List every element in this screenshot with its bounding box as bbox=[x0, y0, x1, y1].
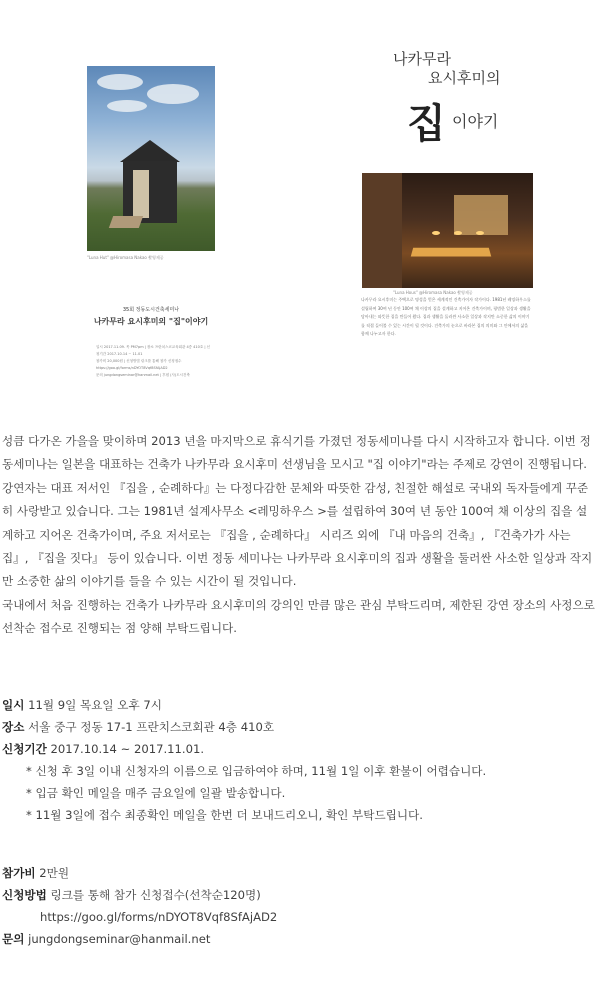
right-title-line1: 나카무라 bbox=[393, 50, 451, 68]
right-title-big-char: 집 bbox=[407, 101, 446, 147]
period-label: 신청기간 bbox=[2, 742, 47, 756]
luna-hut-photo bbox=[87, 66, 215, 251]
note-item: * 신청 후 3일 이내 신청자의 이름으로 입금하여야 하며, 11월 1일 이후 환불이 어렵습니다. bbox=[26, 764, 487, 778]
right-title-line2: 요시후미의 bbox=[428, 69, 501, 87]
right-photo-caption: "Luna Hous" @Hiromasa Nakao 촬영제공 bbox=[393, 290, 473, 295]
date-value: 11월 9일 목요일 오후 7시 bbox=[28, 698, 162, 712]
note-item: * 11월 3일에 접수 최종확인 메일을 한번 더 보내드리오니, 확인 부탁드립니다. bbox=[26, 808, 423, 822]
flyer-info-line: 참가비 20,000원 | 신청방법 링크를 통해 참가 신청접수 https://goo.gl/forms/nDYOT8Vqf8SfAjAD2 bbox=[96, 359, 182, 370]
registration-details bbox=[2, 862, 598, 950]
event-details bbox=[2, 694, 598, 826]
contact-email[interactable]: jungdongseminar@hanmail.net bbox=[28, 932, 211, 946]
seminar-poster-image bbox=[0, 0, 600, 420]
article-body bbox=[2, 430, 598, 641]
flyer-subtitle: 35회 정동도시건축세미나 bbox=[122, 307, 180, 313]
registration-link[interactable]: https://goo.gl/forms/nDYOT8Vqf8SfAjAD2 bbox=[40, 910, 278, 924]
flyer-info-line: 문의 jungdongseminar@hanmail.net | 후원 (사)도시건축 bbox=[96, 373, 190, 377]
left-photo-caption: "Luna Hut" @Hiromasa Nakao 촬영제공 bbox=[87, 255, 164, 260]
fee-label: 참가비 bbox=[2, 866, 36, 880]
venue-label: 장소 bbox=[2, 720, 25, 734]
speaker-paragraph: 강연자는 대표 저서인 『집을 , 순례하다』는 다정다감한 문체와 따뜻한 감성, 친절한 해설로 국내외 독자들에게 꾸준히 사랑받고 있습니다. 그는 1981년 설계사무소 <레밍하우스 >를 설립하여 30여 년 동안 100여 채 이상의 집을 설계하고 지어온 건축가이며, 주요 저서로는 『집을 , 순례하다』 시리즈 외에 『내 마음의 건축』, 『건축가가 사는 집』, 『집을 짓다』 등이 있습니다. 이번 정동 세미나는 나카무라 요시후미의 집과 생활을 둘러싼 사소한 일상과 작지만 소중한 삶의 이야기를 들을 수 있는 시간이 될 것입니다. bbox=[2, 480, 593, 589]
notice-paragraph: 국내에서 처음 진행하는 건축가 나카무라 요시후미의 강의인 만큼 많은 관심 부탁드리며, 제한된 강연 장소의 사정으로 선착순 접수로 진행되는 점 양해 부탁드립니다. bbox=[2, 597, 595, 636]
method-row bbox=[2, 884, 598, 906]
note-item: * 입금 확인 메일을 매주 금요일에 일괄 발송합니다. bbox=[26, 786, 286, 800]
flyer-title: 나카무라 요시후미의 "집"이야기 bbox=[93, 317, 209, 326]
period-value: 2017.10.14 ~ 2017.11.01. bbox=[50, 742, 205, 756]
date-label: 일시 bbox=[2, 698, 25, 712]
venue-value: 서울 중구 정동 17-1 프란치스코회관 4층 410호 bbox=[28, 720, 275, 734]
method-value: 링크를 통해 참가 신청접수(선착순120명) bbox=[50, 888, 261, 902]
contact-label: 문의 bbox=[2, 932, 25, 946]
date-row bbox=[2, 694, 598, 716]
right-title-rest: 이야기 bbox=[452, 112, 499, 131]
fee-value: 2만원 bbox=[39, 866, 70, 880]
flyer-info-line: 일시 2017.11.09. 목 PM7pm | 장소 프란치스코교육회관 4층 410호 | 신청기간 2017.10.14 ~ 11.01 bbox=[96, 345, 211, 356]
fee-row bbox=[2, 862, 598, 884]
venue-row bbox=[2, 716, 598, 738]
method-label: 신청방법 bbox=[2, 888, 47, 902]
intro-paragraph: 성큼 다가온 가을을 맞이하며 2013 년을 마지막으로 휴식기를 가졌던 정동세미나를 다시 시작하고자 합니다. 이번 정동세미나는 일본을 대표하는 건축가 나카무라 요시후미 선생님을 모시고 "집 이야기"라는 주제로 강연이 진행됩니다. bbox=[2, 434, 591, 472]
luna-house-photo bbox=[362, 173, 533, 288]
contact-row bbox=[2, 928, 598, 950]
right-description: 나카무라 요시후미는 주택으로 명성을 얻은 세계적인 건축가이자 작가이다. 1981년 레밍하우스를 설립하여 30여 년 동안 100여 채 이상의 집을 설계하고 지어온 건축가이며, 평범한 일상과 생활을 담아내는 따뜻한 집을 만들어 왔다. 집과 생활을 둘러싼 사소한 일상과 작지만 소중한 삶의 이야기를 직접 들어볼 수 있는 시간이 될 것이다. 건축가의 눈으로 바라본 집의 의미와 그 안에서의 삶을 함께 나누고자 한다. bbox=[361, 297, 531, 337]
period-row bbox=[2, 738, 598, 760]
